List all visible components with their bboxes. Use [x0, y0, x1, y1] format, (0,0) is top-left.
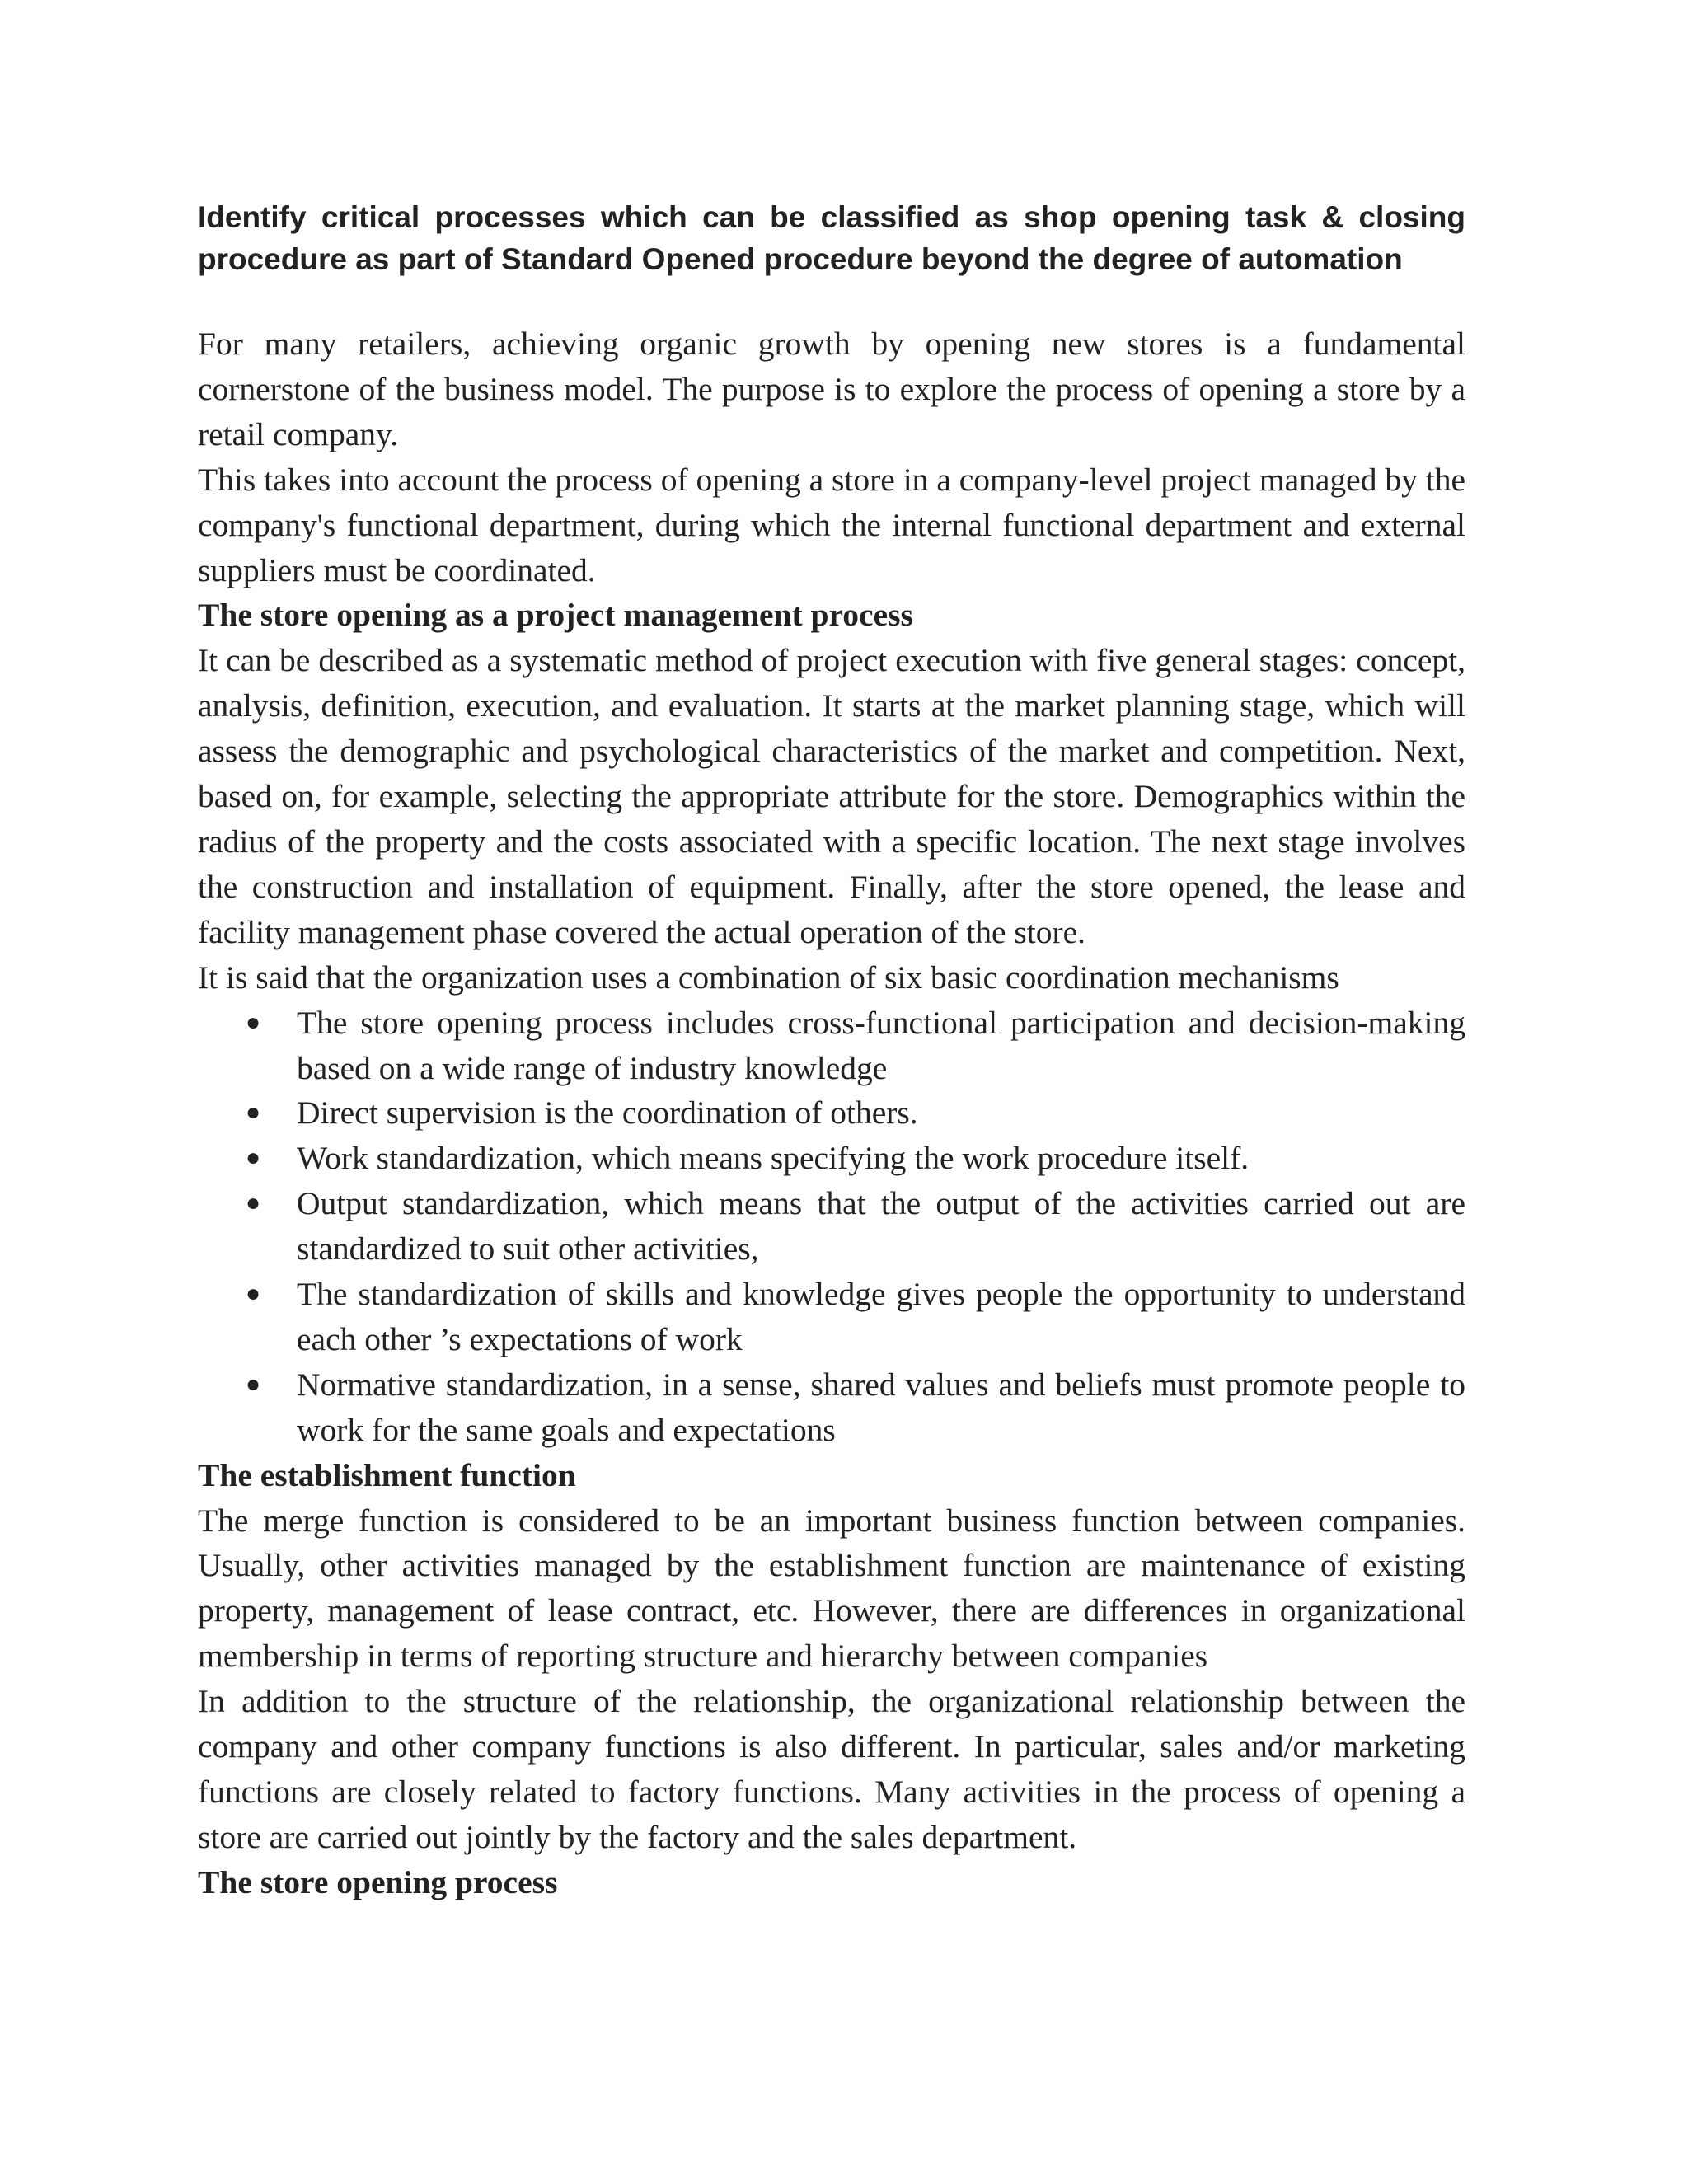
- section2-paragraph-2: In addition to the structure of the relationship, the organizational relationship between the company and other company functions is also different. In particular, sales and/or marketing functions are closely related to factory functions. Many activities in the process of opening a store are carried out jointly by the factory and the sales department.: [198, 1683, 1465, 1855]
- list-item: [246, 1272, 1465, 1362]
- document-content: [198, 196, 1465, 1905]
- list-item: [246, 1181, 1465, 1272]
- document-title: Identify critical processes which can be classified as shop opening task & closing procedure as part of Standard Opened procedure beyond the degree of automation: [198, 200, 1465, 276]
- section2-paragraph-1: The merge function is considered to be an important business function between companies. Usually, other activities managed by the establishment function are maintenance of existing property, management of lease contract, etc. However, there are differences in organizational membership in terms of reporting structure and hierarchy between companies: [198, 1502, 1465, 1675]
- bullet-icon: ●: [246, 1099, 261, 1127]
- intro-paragraph-1: For many retailers, achieving organic growth by opening new stores is a fundamental cornerstone of the business model. The purpose is to explore the process of opening a store by a retail company.: [198, 326, 1465, 452]
- section1-paragraph-2: It is said that the organization uses a combination of six basic coordination mechanisms: [198, 958, 1339, 996]
- bullet-icon: ●: [246, 1144, 261, 1172]
- intro-paragraph-2: This takes into account the process of opening a store in a company-level project managed by the company's functional department, during which the internal functional department and external suppliers must be coordinated.: [198, 461, 1465, 588]
- list-item-text: Output standardization, which means that the output of the activities carried out are standardized to suit other activities,: [297, 1185, 1465, 1268]
- bullet-icon: ●: [246, 1008, 261, 1036]
- section-heading-establishment-function: The establishment function: [198, 1456, 576, 1493]
- section1-paragraph-1: It can be described as a systematic method of project execution with five general stages: concept, analysis, definition, execution, and evaluation. It starts at the market planning stage, which will assess the demographic and psychological characteristics of the market and competition. Next, based on, for example, selecting the appropriate attribute for the store. Demographics within the radius of the property and the costs associated with a specific location. The next stage involves the construction and installation of equipment. Finally, after the store opened, the lease and facility management phase covered the actual operation of the store.: [198, 642, 1465, 950]
- list-item-text: The standardization of skills and knowledge gives people the opportunity to understand each other ’s expectations of work: [297, 1276, 1465, 1357]
- list-item-text: Direct supervision is the coordination of others.: [297, 1094, 918, 1132]
- coordination-mechanisms-list: [198, 1001, 1465, 1453]
- bullet-icon: ●: [246, 1280, 261, 1308]
- document-body: [198, 321, 1465, 1905]
- list-item-text: The store opening process includes cross-functional participation and decision-making based on a wide range of industry knowledge: [297, 1004, 1465, 1086]
- bullet-icon: ●: [246, 1370, 261, 1398]
- list-item: [246, 1362, 1465, 1453]
- list-item: [246, 1001, 1465, 1091]
- list-item-text: Normative standardization, in a sense, shared values and beliefs must promote people to work for the same goals and expectations: [297, 1366, 1465, 1448]
- bullet-icon: ●: [246, 1189, 261, 1217]
- section-heading-project-management: The store opening as a project management process: [198, 597, 913, 634]
- list-item: [246, 1136, 1465, 1181]
- section-heading-store-opening-process: The store opening process: [198, 1863, 558, 1900]
- list-item: [246, 1090, 1465, 1136]
- list-item-text: Work standardization, which means specifying the work procedure itself.: [297, 1140, 1250, 1177]
